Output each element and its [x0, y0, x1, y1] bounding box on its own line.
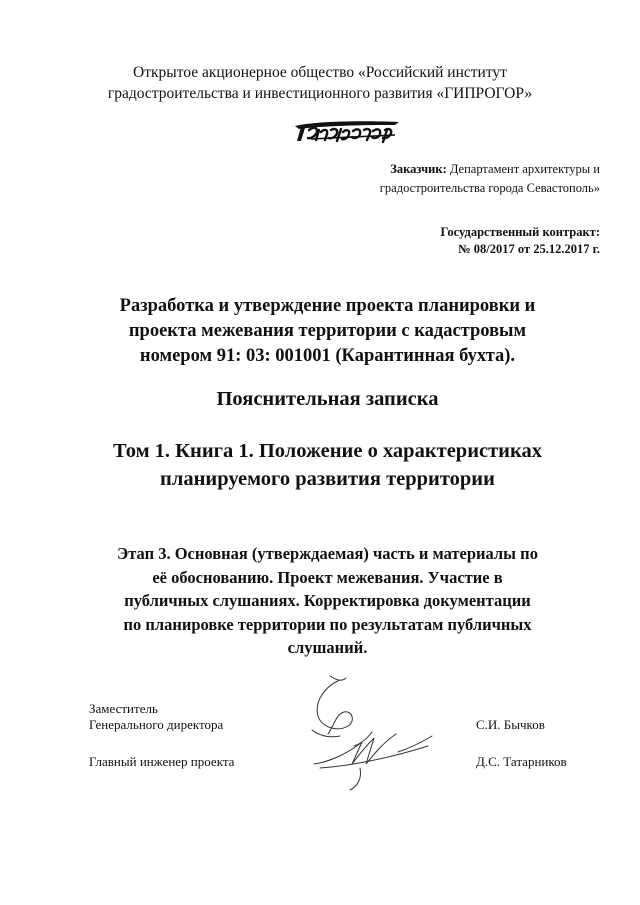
- stage-description: [60, 542, 595, 660]
- project-title-line-3: номером 91: 03: 001001 (Карантинная бухта).: [139, 346, 516, 366]
- chief-engineer-position: Главный инженер проекта: [89, 754, 235, 769]
- contract-value: № 08/2017 от 25.12.2017 г.: [458, 242, 600, 256]
- stage-line-4: по планировке территории по результатам публичных: [123, 614, 532, 634]
- project-title: [60, 294, 595, 369]
- deputy-director-position-line-1: Заместитель: [89, 701, 158, 716]
- project-title-line-2: проекта межевания территории с кадастровым: [128, 321, 527, 341]
- deputy-director-name: С.И. Бычков: [476, 717, 545, 732]
- deputy-director-position-line-2: Генерального директора: [89, 717, 224, 732]
- organization-line-2: градостроительства и инвестиционного развития «ГИПРОГОР»: [107, 85, 533, 102]
- giprogor-logo: [291, 116, 403, 146]
- stage-line-2: её обоснованию. Проект межевания. Участие в: [152, 567, 503, 587]
- organization-header: [60, 62, 580, 104]
- handwritten-signatures: [300, 672, 450, 798]
- customer-value-line-2: градостроительства города Севастополь»: [379, 181, 600, 195]
- document-type-heading: Пояснительная записка: [216, 388, 439, 410]
- organization-line-1: Открытое акционерное общество «Российский институт: [133, 64, 507, 81]
- stage-line-3: публичных слушаниях. Корректировка документации: [124, 591, 531, 610]
- stage-line-5: слушаний.: [287, 638, 368, 657]
- customer-block: [270, 160, 600, 198]
- stage-line-1: Этап 3. Основная (утверждаемая) часть и материалы по: [117, 544, 538, 563]
- volume-line-1: Том 1. Книга 1. Положение о характеристиках: [112, 440, 542, 462]
- contract-label: Государственный контракт:: [440, 225, 600, 239]
- customer-value-line-1: Департамент архитектуры и: [449, 162, 600, 176]
- chief-engineer-name: Д.С. Татарников: [476, 754, 567, 769]
- contract-block: [300, 224, 600, 258]
- volume-line-2: планируемого развития территории: [160, 468, 495, 490]
- project-title-line-1: Разработка и утверждение проекта планировки и: [119, 296, 536, 316]
- volume-heading: [60, 437, 595, 493]
- customer-label: Заказчик:: [390, 162, 447, 176]
